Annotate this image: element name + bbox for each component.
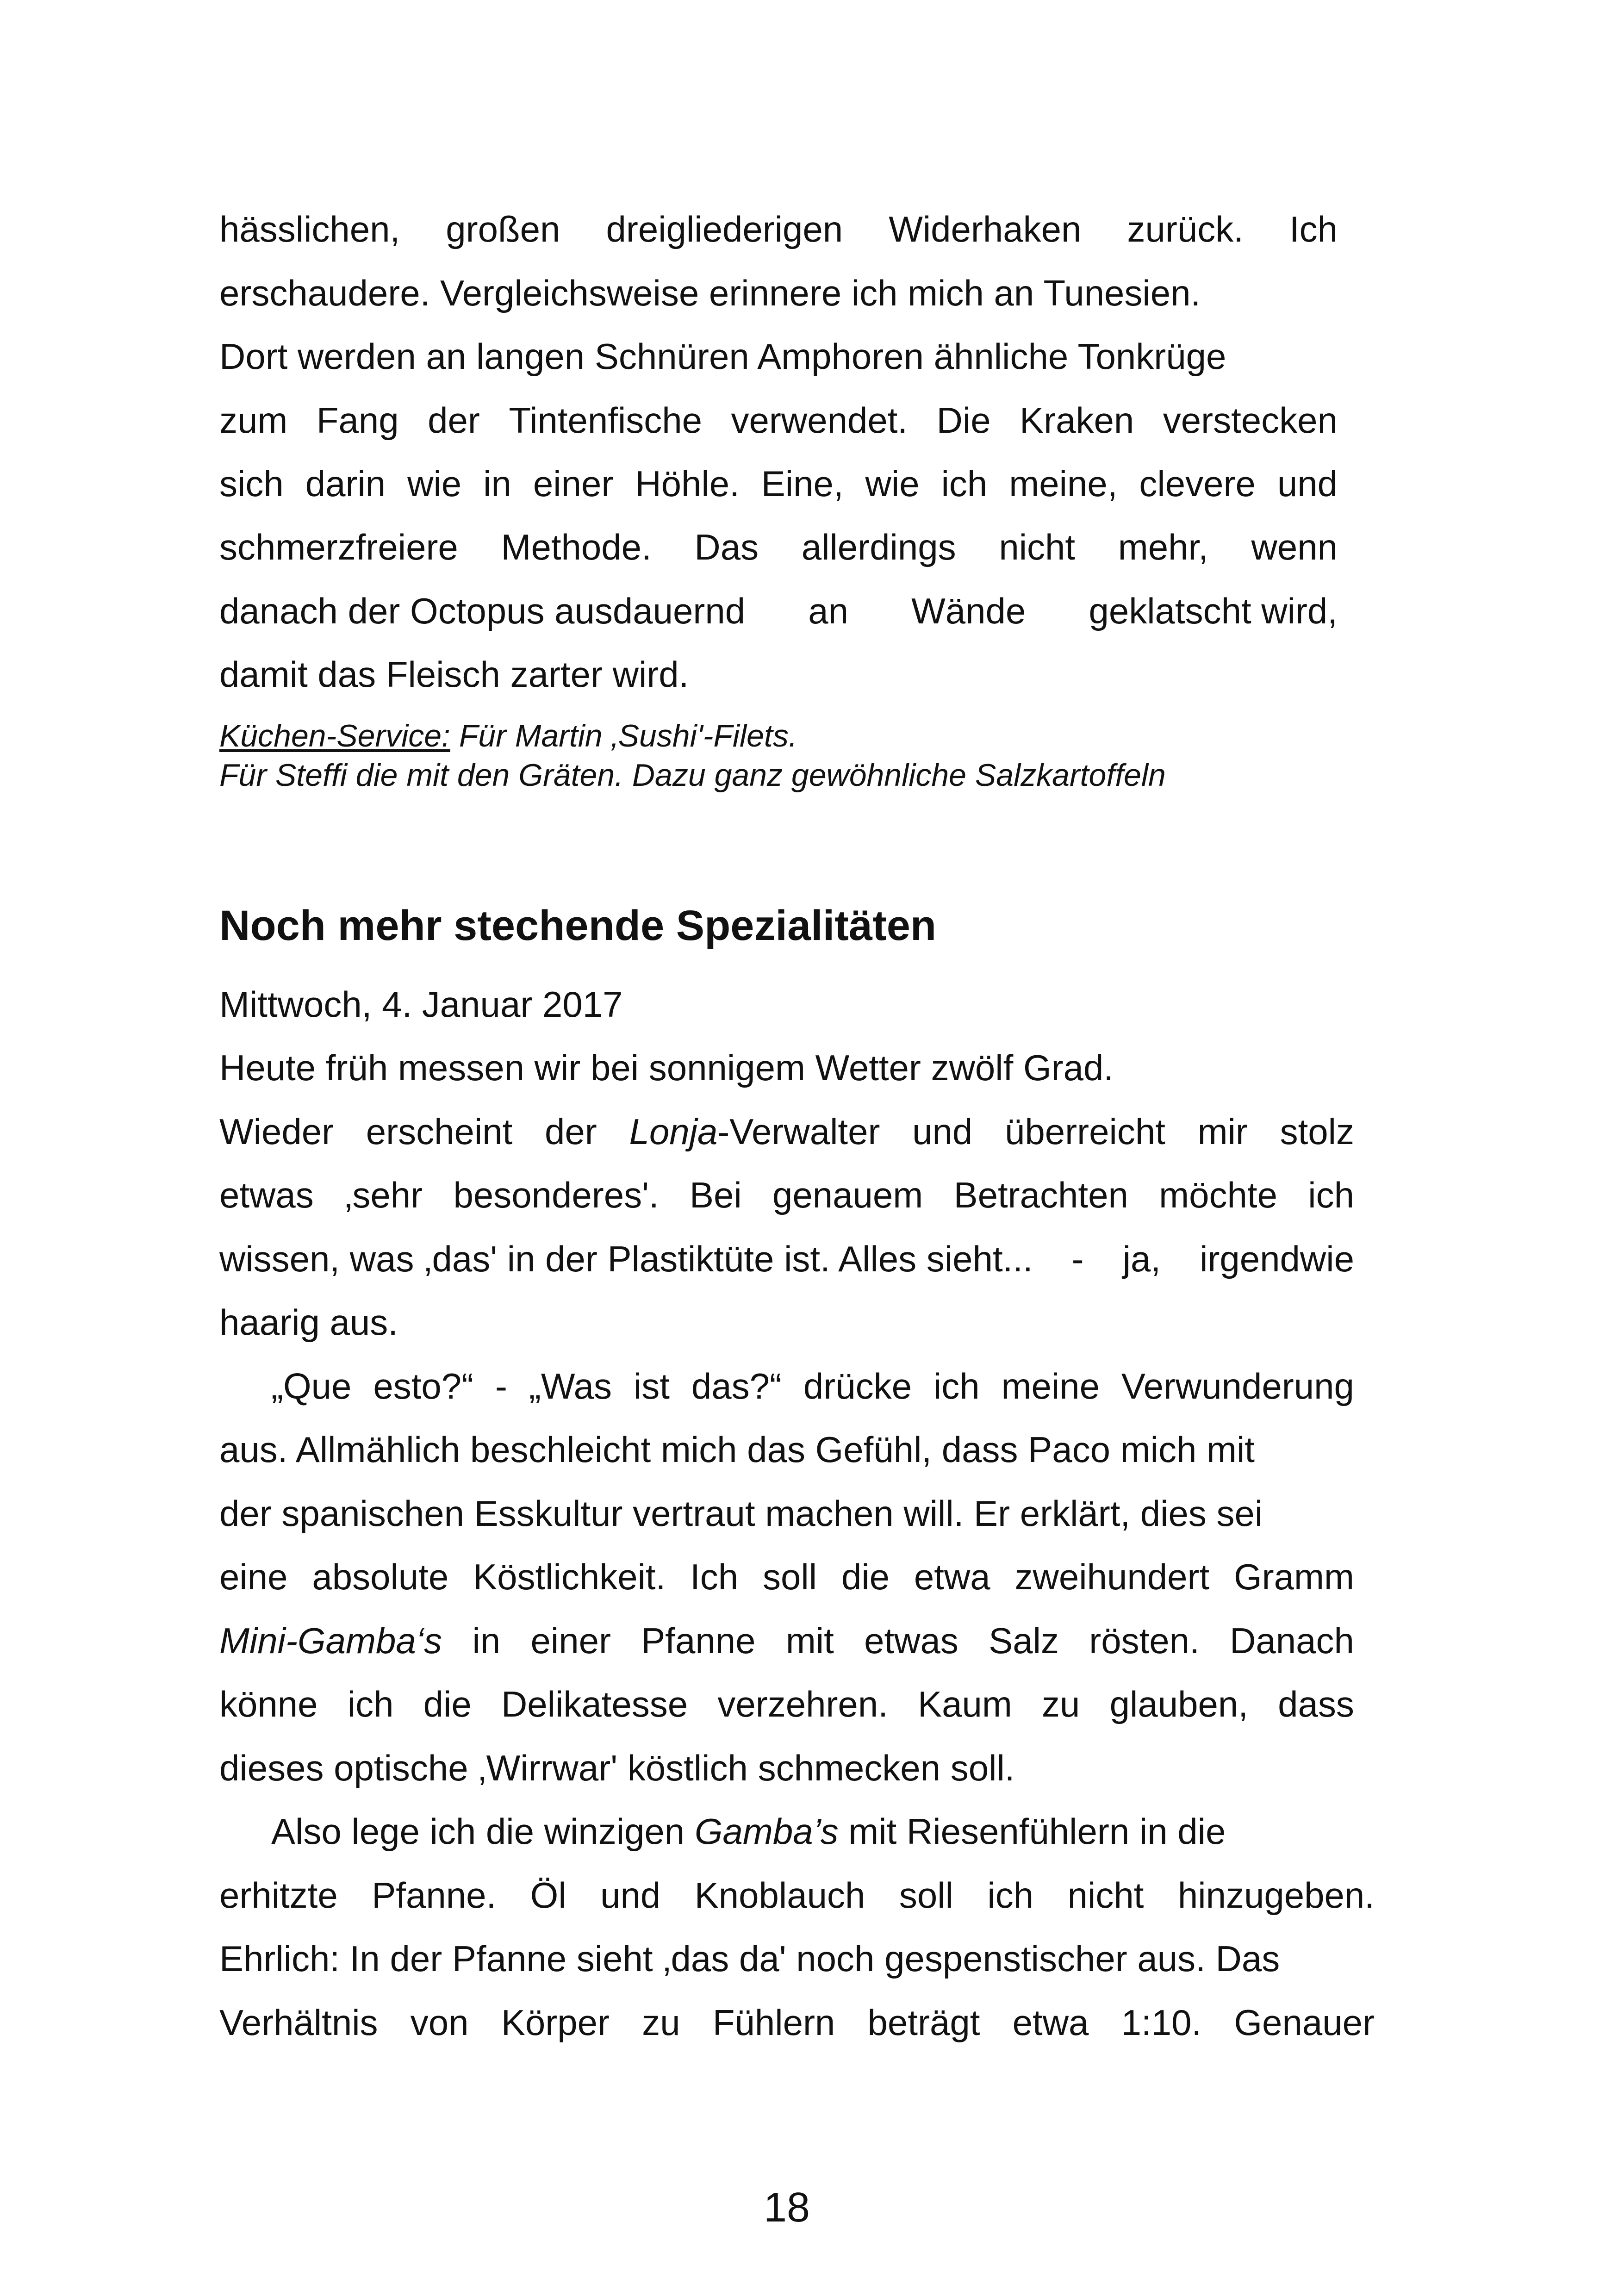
word: meine,: [1009, 463, 1118, 504]
word: etwas: [219, 1175, 314, 1215]
word: nicht: [1067, 1875, 1144, 1916]
word: esto?“: [373, 1366, 474, 1406]
word: Wände: [911, 591, 1026, 631]
word: Bei: [689, 1175, 742, 1215]
text-line: [219, 1999, 1375, 2046]
word: rösten.: [1089, 1620, 1200, 1661]
word: Pfanne.: [372, 1875, 497, 1916]
text-line: [219, 1554, 1354, 1600]
word: etwa: [1012, 2002, 1089, 2043]
word: Salz: [989, 1620, 1059, 1661]
kitchen-note-text: Für Martin ‚Sushi'-Filets.: [450, 718, 797, 753]
word: wie: [407, 463, 462, 504]
word: Fühlern: [712, 2002, 835, 2043]
text-line: damit das Fleisch zarter wird.: [219, 654, 689, 695]
word: 1:10.: [1121, 2002, 1202, 2043]
word: Öl: [530, 1875, 566, 1916]
word: einer: [530, 1620, 611, 1661]
section-heading: Noch mehr stechende Spezialitäten: [219, 902, 937, 949]
text-line: [219, 460, 1338, 507]
kitchen-note-label: Küchen-Service:: [219, 718, 450, 753]
word: dass: [1278, 1684, 1354, 1724]
word: ich: [987, 1875, 1034, 1916]
gamba-emphasis: Gamba’s: [694, 1811, 839, 1852]
word: an: [808, 591, 849, 631]
word: der spanischen Esskultur vertraut machen will. Er erklärt, dies sei: [219, 1493, 1263, 1534]
text-line: erschaudere. Vergleichsweise erinnere ich mich an Tunesien.: [219, 273, 1201, 313]
text-line: Dort werden an langen Schnüren Amphoren ähnliche Tonkrüge: [219, 336, 1226, 377]
text-line: [219, 1108, 1354, 1155]
word: sich: [219, 463, 284, 504]
word: ich: [347, 1684, 394, 1724]
word: Pfanne: [641, 1620, 756, 1661]
word: beträgt: [867, 2002, 980, 2043]
word: Danach: [1230, 1620, 1354, 1661]
word: besonderes'.: [453, 1175, 659, 1215]
word: von: [410, 2002, 469, 2043]
word: Wieder: [219, 1111, 334, 1152]
word: Köstlichkeit.: [473, 1556, 666, 1597]
word: „Was: [529, 1366, 612, 1406]
text-line: [219, 1236, 1354, 1282]
word: hässlichen,: [219, 209, 400, 249]
word: zum: [219, 400, 288, 441]
word: Methode.: [501, 527, 652, 567]
word: zu: [1042, 1684, 1080, 1724]
word: und: [912, 1111, 973, 1152]
word: nicht: [999, 527, 1076, 567]
word: soll: [899, 1875, 953, 1916]
word: ja,: [1122, 1238, 1161, 1279]
word: erhitzte: [219, 1875, 338, 1916]
text-line: haarig aus.: [219, 1302, 398, 1343]
text-segment: mit Riesenfühlern in die: [838, 1811, 1226, 1852]
word: und: [1277, 463, 1338, 504]
word: Tintenfische: [509, 400, 703, 441]
word: irgendwie: [1200, 1238, 1354, 1279]
word: zweihundert: [1014, 1556, 1210, 1597]
word: absolute: [312, 1556, 449, 1597]
word: allerdings: [801, 527, 956, 567]
text-line: [219, 397, 1338, 443]
word: und: [600, 1875, 661, 1916]
text-line: [219, 1618, 1354, 1664]
word: stolz: [1280, 1111, 1354, 1152]
word: Genauer: [1234, 2002, 1375, 2043]
word: Verhältnis: [219, 2002, 378, 2043]
word: in: [472, 1620, 501, 1661]
word: ‚sehr: [344, 1175, 423, 1215]
word: Widerhaken: [889, 209, 1082, 249]
kitchen-note-line: Für Steffi die mit den Gräten. Dazu ganz gewöhnliche Salzkartoffeln: [219, 758, 1166, 793]
word: einer: [533, 463, 614, 504]
text-line: [219, 206, 1338, 252]
word: soll: [763, 1556, 817, 1597]
word: Verwunderung: [1121, 1366, 1354, 1406]
word: Knoblauch: [694, 1875, 865, 1916]
word: wissen, was ‚das' in der Plastiktüte ist. Alles sieht...: [219, 1238, 1033, 1279]
word: zu: [642, 2002, 680, 2043]
word: meine: [1001, 1366, 1100, 1406]
word: etwas: [864, 1620, 958, 1661]
text-line: Heute früh messen wir bei sonnigem Wetter zwölf Grad.: [219, 1047, 1114, 1088]
word: clevere: [1139, 463, 1256, 504]
word: möchte: [1159, 1175, 1277, 1215]
text-line: [219, 1172, 1354, 1218]
word: ist: [633, 1366, 670, 1406]
text-line: [219, 1490, 1354, 1537]
text-line: [271, 1363, 1354, 1409]
word-group: Lonja-Verwalter: [629, 1111, 880, 1152]
word: Kraken: [1020, 400, 1134, 441]
word: Betrachten: [953, 1175, 1128, 1215]
word: verstecken: [1163, 400, 1338, 441]
word: die: [423, 1684, 472, 1724]
word: geklatscht wird,: [1089, 591, 1338, 631]
word: Die: [936, 400, 991, 441]
kitchen-note-line: [219, 716, 797, 756]
entry-date: Mittwoch, 4. Januar 2017: [219, 984, 623, 1025]
word: wenn: [1251, 527, 1338, 567]
word: verzehren.: [717, 1684, 888, 1724]
text-line: Ehrlich: In der Pfanne sieht ‚das da' noch gespenstischer aus. Das: [219, 1938, 1280, 1979]
word: erscheint: [366, 1111, 513, 1152]
text-line: [219, 1426, 1354, 1473]
word: glauben,: [1109, 1684, 1248, 1724]
word: überreicht: [1005, 1111, 1165, 1152]
word: drücke: [803, 1366, 912, 1406]
word: aus. Allmählich beschleicht mich das Gefühl, dass Paco mich mit: [219, 1429, 1255, 1470]
word: etwa: [914, 1556, 990, 1597]
word: das?“: [691, 1366, 782, 1406]
word: hinzugeben.: [1177, 1875, 1375, 1916]
word: zurück.: [1127, 209, 1244, 249]
word: Körper: [501, 2002, 610, 2043]
text-line: [219, 1872, 1375, 1918]
word: Ich: [1289, 209, 1338, 249]
text-line: dieses optische ‚Wirrwar' köstlich schmecken soll.: [219, 1748, 1015, 1788]
page-number: 18: [763, 2184, 810, 2231]
word: ich: [933, 1366, 980, 1406]
text-segment: Also lege ich die winzigen: [271, 1811, 695, 1852]
text-line: [219, 524, 1338, 570]
mini-gamba-emphasis: Mini-Gamba‘s: [219, 1620, 442, 1661]
word: „Que: [271, 1366, 352, 1406]
word: -: [495, 1366, 507, 1406]
text-line: [219, 588, 1338, 634]
word: Gramm: [1233, 1556, 1354, 1597]
word: der: [428, 400, 480, 441]
word: dreigliederigen: [606, 209, 843, 249]
word: könne: [219, 1684, 318, 1724]
word: Höhle.: [635, 463, 740, 504]
word: ich: [1308, 1175, 1354, 1215]
text-line: [271, 1808, 1226, 1854]
word: der: [545, 1111, 597, 1152]
word: eine: [219, 1556, 288, 1597]
word: schmerzfreiere: [219, 527, 458, 567]
text-line: [219, 1681, 1354, 1727]
word: Fang: [316, 400, 399, 441]
word: mit: [785, 1620, 834, 1661]
word: [219, 1618, 442, 1664]
word: genauem: [772, 1175, 923, 1215]
word: Delikatesse: [501, 1684, 688, 1724]
word: Kaum: [918, 1684, 1012, 1724]
word: danach der Octopus ausdauernd: [219, 591, 746, 631]
word: darin: [305, 463, 386, 504]
word: Ich: [690, 1556, 739, 1597]
word: in: [483, 463, 511, 504]
word: Das: [694, 527, 759, 567]
word: mir: [1197, 1111, 1248, 1152]
word: verwendet.: [731, 400, 908, 441]
word: Eine,: [761, 463, 844, 504]
word: mehr,: [1118, 527, 1208, 567]
word: die: [841, 1556, 890, 1597]
word: -: [1071, 1238, 1084, 1279]
word: ich: [941, 463, 988, 504]
lonja-emphasis: Lonja: [629, 1111, 718, 1152]
word: großen: [446, 209, 560, 249]
word: wie: [865, 463, 920, 504]
